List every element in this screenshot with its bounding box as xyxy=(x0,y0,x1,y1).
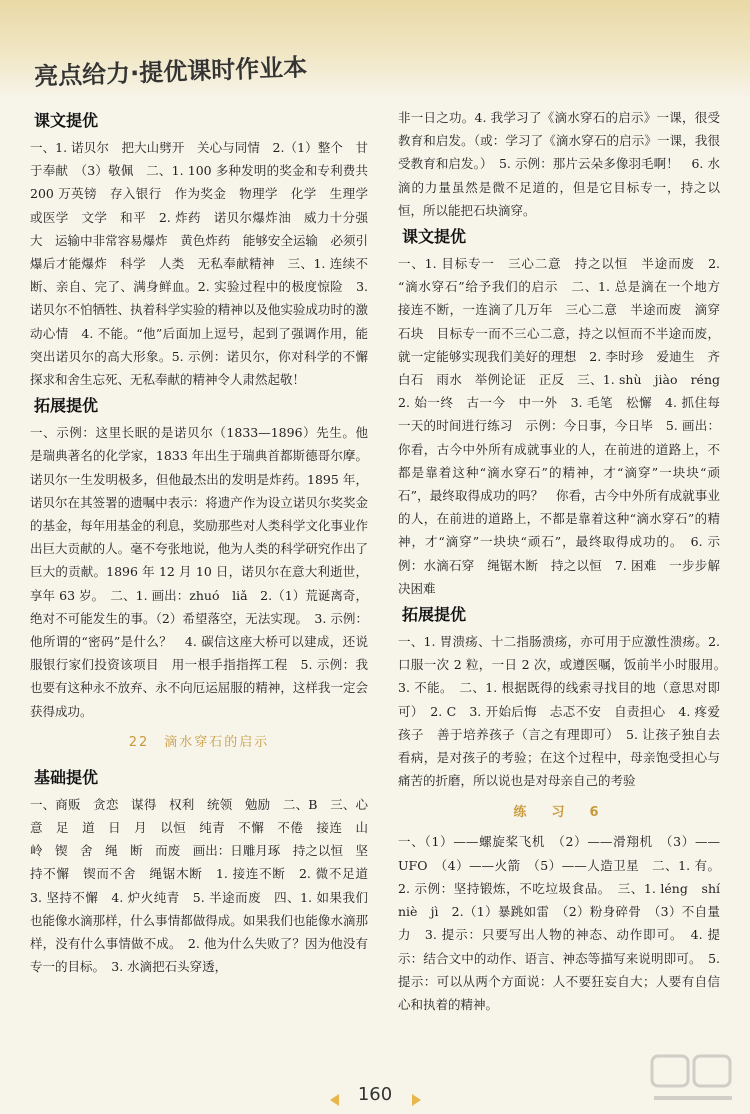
answer-paragraph: 一、示例：这里长眠的是诺贝尔（1833—1896）先生。他是瑞典著名的化学家，1833 年出生于瑞典首都斯德哥尔摩。诺贝尔一生发明极多，但他最杰出的发明是炸药。1895 年，诺贝尔在其签署的遗嘱中表示：将遗产作为设立诺贝尔奖奖金的基金，每年用基金的利息，奖励那些对人类科学文化事业作出巨大贡献的人。毫不夸张地说，他为人类的科学研究作出了巨大的贡献。1896 年 12 月 10 日，诺贝尔在意大利逝世，享年 63 岁。 二、1. 画出：zhuó liǎ 2.（1）荒诞离奇，绝对不可能发生的事。（2）希望落空，无法实现。 3. 示例：他所谓的“密码”是什么？ 4. 碳信这座大桥可以建成，还说服银行家们投资该项目 用一根手指指挥工程 5. 示例：我也要有这种永不放弃、永不向厄运屈服的精神，这样我一定会获得成功。 xyxy=(30,425,368,719)
answer-paragraph: 非一日之功。4. 我学习了《滴水穿石的启示》一课，很受教育和启发。（或：学习了《滴水穿石的启示》一课，我很受教育和启发。） 5. 示例：那片云朵多像羽毛啊！ 6. 水滴的力量虽然是微不足道的，但是它目标专一，持之以恒，所以能把石块滴穿。 xyxy=(398,110,720,218)
practice-title: 练 习 6 xyxy=(513,805,605,821)
page-footer xyxy=(0,1084,750,1114)
answer-paragraph: 一、商贩 贪恋 谋得 权利 统领 勉励 二、B 三、心 意 足 道 日 月 以恒 纯青 不懈 不倦 接连 山 岭 锲 舍 绳 断 而废 画出：日雕月琢 持之以恒 坚持不懈 锲而不舍 绳锯木断 1. 接连不断 2. 微不足道 3. 坚持不懈 4. 炉火纯青 5. 半途而废 四、1. 如果我们也能像水滴那样，什么事情都做得成。如果我们也能像水滴那样，没有什么事情做不成。 2. 他为什么失败了？因为他没有专一的目标。 3. 水滴把石头穿透， xyxy=(30,796,381,975)
section-title-extension: 拓展提优 xyxy=(402,605,467,625)
arrow-left-icon xyxy=(330,1094,339,1106)
lesson-title: 22 滴水穿石的启示 xyxy=(128,734,270,750)
section-title-basic: 基础提优 xyxy=(34,767,99,787)
page-number: 160 xyxy=(357,1084,393,1105)
answer-paragraph: 一、1. 目标专一 三心二意 持之以恒 半途而废 2. “滴水穿石”给予我们的启示 二、1. 总是滴在一个地方 接连不断，一连滴了几万年 三心二意 半途而废 滴穿石块 目标专一而不三心二意，持之以恒而不半途而废，就一定能够实现我们美好的理想 2. 李时珍 爱迪生 齐白石 雨水 举例论证 正反 三、1. shù jiào réng 2. 始一终 古一今 中一外 3. 毛笔 松懈 4. 抓住每一天的时间进行练习 示例：今日事，今日毕 5. 画出：你看，古今中外所有成就事业的人，在前进的道路上，不都是靠着这种“滴水穿石”的精神，才“滴穿”一块块“顽石”，最终取得成功的吗？ 你看，古今中外所有成就事业的人，在前进的道路上，不都是靠着这种“滴水穿石”的精神，才“滴穿”一块块“顽石”，最终取得成功的。 6. 示例：水滴石穿 绳锯木断 持之以恒 7. 困难 一步步解决困难 xyxy=(398,256,733,596)
header-banner xyxy=(0,0,750,100)
right-column xyxy=(398,106,733,1016)
left-column xyxy=(30,106,381,979)
answer-paragraph: 一、（1）——螺旋桨飞机 （2）——滑翔机 （3）——UFO （4）——火箭 （5）——人造卫星 二、1. 有。2. 示例：坚持锻炼，不吃垃圾食品。 三、1. léng shí niè jì 2.（1）暴跳如雷 （2）粉身碎骨 （3）不自量力 3. 提示：只要写出人物的神态、动作即可。 4. 提示：结合文中的动作、语言、神态等描写来说明即可。 5. 提示：可以从两个方面说：人不要狂妄自大；人要有自信心和执着的精神。 xyxy=(398,834,733,1012)
answer-paragraph: 一、1. 诺贝尔 把大山劈开 关心与同情 2.（1）整个 甘于奉献 （3）敬佩 二、1. 100 多种发明的奖金和专利费共 200 万英镑 存入银行 作为奖金 物理学 化学 生理学或医学 文学 和平 2. 炸药 诺贝尔爆炸油 威力十分强大 运输中非常容易爆炸 黄色炸药 能够安全运输 必须引爆后才能爆炸 科学 人类 无私奉献精神 三、1. 连续不断、亲自、完了、满身鲜血。2. 实验过程中的极度惊险 3. 诺贝尔不怕牺牲、执着科学实验的精神以及他实验成功时的激动心情 4. 不能。“他”后面加上逗号，起到了强调作用，能突出诺贝尔的高大形象。5. 示例：诺贝尔，你对科学的不懈探求和舍生忘死、无私奉献的精神令人肃然起敬！ xyxy=(30,140,368,388)
section-title-text-improve: 课文提优 xyxy=(34,111,99,130)
arrow-right-icon xyxy=(412,1094,421,1106)
watermark-logo-icon xyxy=(648,1050,738,1106)
section-title-extension: 拓展提优 xyxy=(34,396,99,416)
answer-paragraph: 一、1. 胃溃疡、十二指肠溃疡，亦可用于应激性溃疡。2. 口服一次 2 粒，一日 2 次，或遵医嘱，饭前半小时服用。 3. 不能。 二、1. 根据既得的线索寻找目的地（意思对即可） 2. C 3. 开始后悔 忐忑不安 自责担心 4. 疼爱孩子 善于培养孩子（言之有理即可） 5. 让孩子独自去看病，是对孩子的考验；在这个过程中，母亲饱受担心与痛苦的折磨，所以说也是对母亲自己的考验 xyxy=(398,634,733,789)
book-title: 亮点给力·提优课时作业本 xyxy=(33,53,308,91)
section-title-text-improve: 课文提优 xyxy=(402,227,467,247)
